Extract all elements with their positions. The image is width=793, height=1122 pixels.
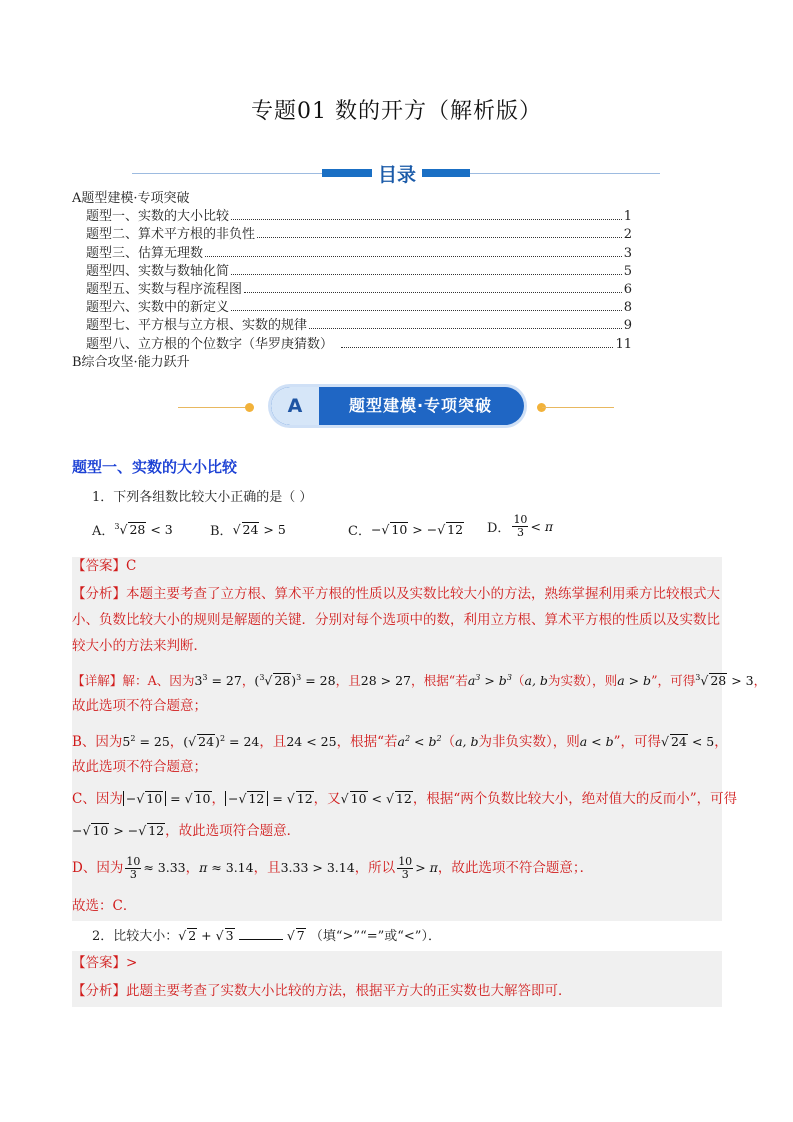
toc-part-b[interactable]: B综合攻坚·能力跃升 <box>72 354 190 370</box>
banner-line-right <box>542 407 614 408</box>
toc-item[interactable]: 题型五、实数与程序流程图 6 <box>86 282 632 298</box>
section-title: 题型一、实数的大小比较 <box>72 458 238 476</box>
section-banner <box>271 387 524 425</box>
question-2-stem: 2．比较大小：√ 2 + √ 3 √ 7 （填“>”“=”或“<”）． <box>92 928 441 944</box>
q1-conclusion: 故选：C． <box>72 898 137 914</box>
q2-analysis: 【分析】此题主要考查了实数大小比较的方法，根据平方大的正实数也大解答即可． <box>72 983 572 999</box>
q1-detail-a-conclusion: 故此选项不符合题意； <box>72 698 207 714</box>
toc-accent-right <box>422 169 470 177</box>
banner-text: 题型建模·专项突破 <box>348 396 493 415</box>
toc-item[interactable]: 题型四、实数与数轴化简 5 <box>86 263 632 279</box>
banner-letter: A <box>271 387 319 425</box>
option-a[interactable]: A． $^3$√ 28 < 3 <box>92 521 173 539</box>
banner-dot-left <box>245 403 254 412</box>
toc-part-a[interactable]: A题型建模·专项突破 <box>72 191 190 206</box>
toc-accent-left <box>322 169 372 177</box>
toc-item[interactable]: 题型三、估算无理数 3 <box>86 245 632 261</box>
page-title: 专题01 数的开方（解析版） <box>251 99 542 124</box>
q1-detail-c-conclusion: −√ 10 > −√ 12，故此选项符合题意． <box>72 823 301 839</box>
q1-detail-a: 【详解】解：A、因为$3^3 = 27$，($^3$√ 28)$^3$ = 28，且28 > 27，根据“若$a^3 > b^3(a$, b为实数），则a > b”，可得$^3$√ 28 > 3， <box>72 673 767 689</box>
toc-item[interactable]: 题型六、实数中的新定义 8 <box>86 300 632 316</box>
toc-item[interactable]: 题型八、立方根的个位数字（华罗庚猜数） 11 <box>86 336 632 352</box>
toc-item[interactable]: 题型七、平方根与立方根、实数的规律 9 <box>86 318 632 334</box>
option-c[interactable]: C． −√ 10 > −√ 12 <box>348 522 464 539</box>
toc-item[interactable]: 题型二、算术平方根的非负性 2 <box>86 227 632 243</box>
question-1-stem: 1．下列各组数比较大小正确的是（ ） <box>92 490 313 505</box>
option-a-math: $^3$√ 28 < 3 <box>114 521 173 538</box>
q1-detail-d: D、因为 $\frac{10}{3}$ ≈ 3.33，π ≈ 3.14，且3.33 > 3.14，所以 $\frac{10}{3}$ > π，故此选项不符合题意；． <box>72 855 594 881</box>
option-d[interactable]: D． $\frac{10}{3}$ < π <box>487 513 554 539</box>
answer-blank[interactable] <box>239 927 283 940</box>
q1-detail-b: B、因为$5^2 = 25$，(√ 24)$^2$ = 24，且24 < 25，根据“若$a^2 < b^2(a$, b为非负实数），则a < b”，可得√ 24 < 5， <box>72 734 728 751</box>
option-d-fraction: $\frac{10}{3}$ <box>513 513 528 539</box>
toc-divider-left <box>132 173 322 174</box>
q1-answer: 【答案】C <box>72 558 137 574</box>
option-b[interactable]: B． √ 24 > 5 <box>210 522 286 539</box>
toc-item[interactable]: 题型一、实数的大小比较 1 <box>86 209 632 225</box>
q2-answer: 【答案】> <box>72 955 138 971</box>
option-c-math: −√ 10 > −√ 12 <box>370 522 464 537</box>
option-b-math: √ 24 > 5 <box>232 522 286 537</box>
banner-line-left <box>178 407 250 408</box>
q1-detail-c: C、因为 −√ 10 = √ 10， −√ 12 = √ 12，又√ 10 < √ 12，根据“两个负数比较大小，绝对值大的反而小”，可得 <box>72 791 738 807</box>
q1-detail-b-conclusion: 故此选项不符合题意； <box>72 759 207 775</box>
toc-divider-right <box>470 173 660 174</box>
q1-analysis: 【分析】本题主要考查了立方根、算术平方根的性质以及实数比较大小的方法，熟练掌握利用乘方比较根式大小、负数比较大小的规则是解题的关键．分别对每个选项中的数，利用立方根、算术平方根的性质以及实数比较大小的方法来判断． <box>72 586 720 654</box>
table-of-contents <box>72 190 632 372</box>
toc-heading: 目录 <box>377 164 416 186</box>
